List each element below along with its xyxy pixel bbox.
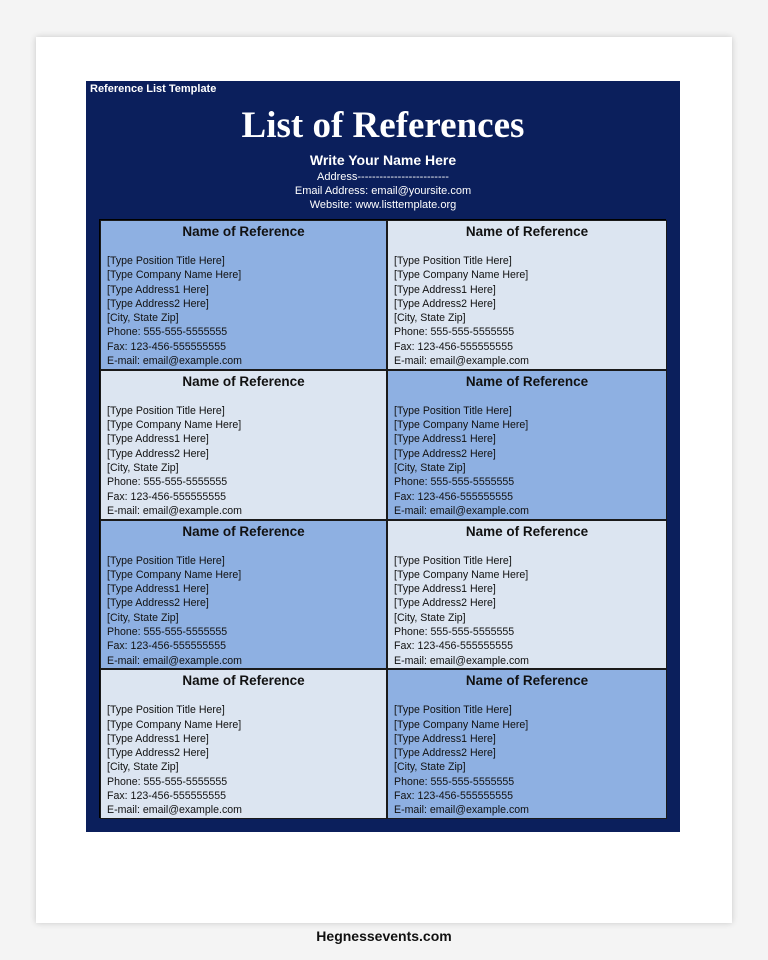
city-state-zip: [City, State Zip] — [394, 461, 466, 474]
website-line: Website: www.listtemplate.org — [309, 199, 457, 211]
page-title: List of References — [241, 105, 525, 146]
address1: [Type Address1 Here] — [394, 583, 496, 596]
company-name: [Type Company Name Here] — [394, 419, 529, 432]
position-title: [Type Position Title Here] — [394, 704, 512, 717]
address1: [Type Address1 Here] — [107, 283, 209, 296]
reference-card — [100, 220, 387, 370]
address1: [Type Address1 Here] — [107, 583, 209, 596]
reference-card — [387, 669, 667, 819]
city-state-zip: [City, State Zip] — [107, 611, 179, 624]
email: E-mail: email@example.com — [394, 504, 529, 517]
address2: [Type Address2 Here] — [107, 447, 209, 460]
company-name: [Type Company Name Here] — [394, 269, 529, 282]
reference-card — [100, 669, 387, 819]
company-name: [Type Company Name Here] — [107, 419, 242, 432]
email: E-mail: email@example.com — [107, 504, 242, 517]
address2: [Type Address2 Here] — [107, 297, 209, 310]
reference-card — [100, 370, 387, 520]
address-line: Address------------------------- — [317, 171, 449, 183]
reference-card — [387, 220, 667, 370]
company-name: [Type Company Name Here] — [107, 568, 242, 581]
reference-name: Name of Reference — [465, 224, 589, 239]
reference-card — [387, 520, 667, 670]
position-title: [Type Position Title Here] — [107, 704, 225, 717]
company-name: [Type Company Name Here] — [107, 269, 242, 282]
email: E-mail: email@example.com — [107, 355, 242, 368]
fax: Fax: 123-456-555555555 — [107, 640, 226, 653]
reference-name: Name of Reference — [465, 673, 589, 689]
reference-card — [100, 520, 387, 670]
watermark-brand: Hegnessevents.com — [316, 928, 452, 944]
reference-list-document — [86, 81, 680, 832]
email: E-mail: email@example.com — [394, 804, 529, 817]
phone: Phone: 555-555-5555555 — [394, 326, 515, 339]
phone: Phone: 555-555-5555555 — [107, 326, 228, 339]
fax: Fax: 123-456-555555555 — [394, 490, 513, 503]
address2: [Type Address2 Here] — [107, 597, 209, 610]
city-state-zip: [City, State Zip] — [394, 611, 466, 624]
fax: Fax: 123-456-555555555 — [107, 490, 226, 503]
address2: [Type Address2 Here] — [394, 297, 496, 310]
reference-name: Name of Reference — [465, 373, 589, 389]
phone: Phone: 555-555-5555555 — [107, 625, 228, 638]
fax: Fax: 123-456-555555555 — [394, 640, 513, 653]
phone: Phone: 555-555-5555555 — [394, 476, 515, 489]
address1: [Type Address1 Here] — [107, 732, 209, 745]
reference-name: Name of Reference — [465, 523, 589, 539]
applicant-name: Write Your Name Here — [309, 152, 457, 168]
city-state-zip: [City, State Zip] — [107, 761, 179, 774]
address2: [Type Address2 Here] — [394, 597, 496, 610]
email: E-mail: email@example.com — [107, 654, 242, 667]
phone: Phone: 555-555-5555555 — [107, 476, 228, 489]
email: E-mail: email@example.com — [394, 654, 529, 667]
phone: Phone: 555-555-5555555 — [107, 775, 228, 788]
phone: Phone: 555-555-5555555 — [394, 625, 515, 638]
reference-name: Name of Reference — [182, 373, 305, 389]
position-title: [Type Position Title Here] — [107, 404, 225, 417]
position-title: [Type Position Title Here] — [107, 255, 225, 267]
reference-card — [387, 370, 667, 520]
phone: Phone: 555-555-5555555 — [394, 775, 515, 788]
city-state-zip: [City, State Zip] — [107, 312, 179, 325]
reference-name: Name of Reference — [182, 673, 305, 689]
position-title: [Type Position Title Here] — [394, 404, 512, 417]
fax: Fax: 123-456-555555555 — [107, 340, 226, 353]
company-name: [Type Company Name Here] — [394, 718, 529, 731]
address1: [Type Address1 Here] — [107, 433, 209, 446]
position-title: [Type Position Title Here] — [394, 554, 512, 567]
fax: Fax: 123-456-555555555 — [394, 340, 513, 353]
position-title: [Type Position Title Here] — [394, 255, 512, 267]
position-title: [Type Position Title Here] — [107, 554, 225, 567]
email-line: Email Address: email@yoursite.com — [294, 185, 472, 197]
reference-name: Name of Reference — [182, 224, 305, 239]
template-label: Reference List Template — [90, 83, 217, 95]
reference-name: Name of Reference — [182, 523, 305, 539]
city-state-zip: [City, State Zip] — [394, 312, 466, 325]
company-name: [Type Company Name Here] — [107, 718, 242, 731]
address2: [Type Address2 Here] — [107, 747, 209, 760]
address1: [Type Address1 Here] — [394, 433, 496, 446]
fax: Fax: 123-456-555555555 — [107, 790, 226, 803]
reference-grid — [99, 219, 666, 818]
city-state-zip: [City, State Zip] — [394, 761, 466, 774]
company-name: [Type Company Name Here] — [394, 568, 529, 581]
fax: Fax: 123-456-555555555 — [394, 790, 513, 803]
address1: [Type Address1 Here] — [394, 732, 496, 745]
address1: [Type Address1 Here] — [394, 283, 496, 296]
address2: [Type Address2 Here] — [394, 447, 496, 460]
email: E-mail: email@example.com — [107, 804, 242, 817]
email: E-mail: email@example.com — [394, 355, 529, 368]
address2: [Type Address2 Here] — [394, 747, 496, 760]
city-state-zip: [City, State Zip] — [107, 461, 179, 474]
